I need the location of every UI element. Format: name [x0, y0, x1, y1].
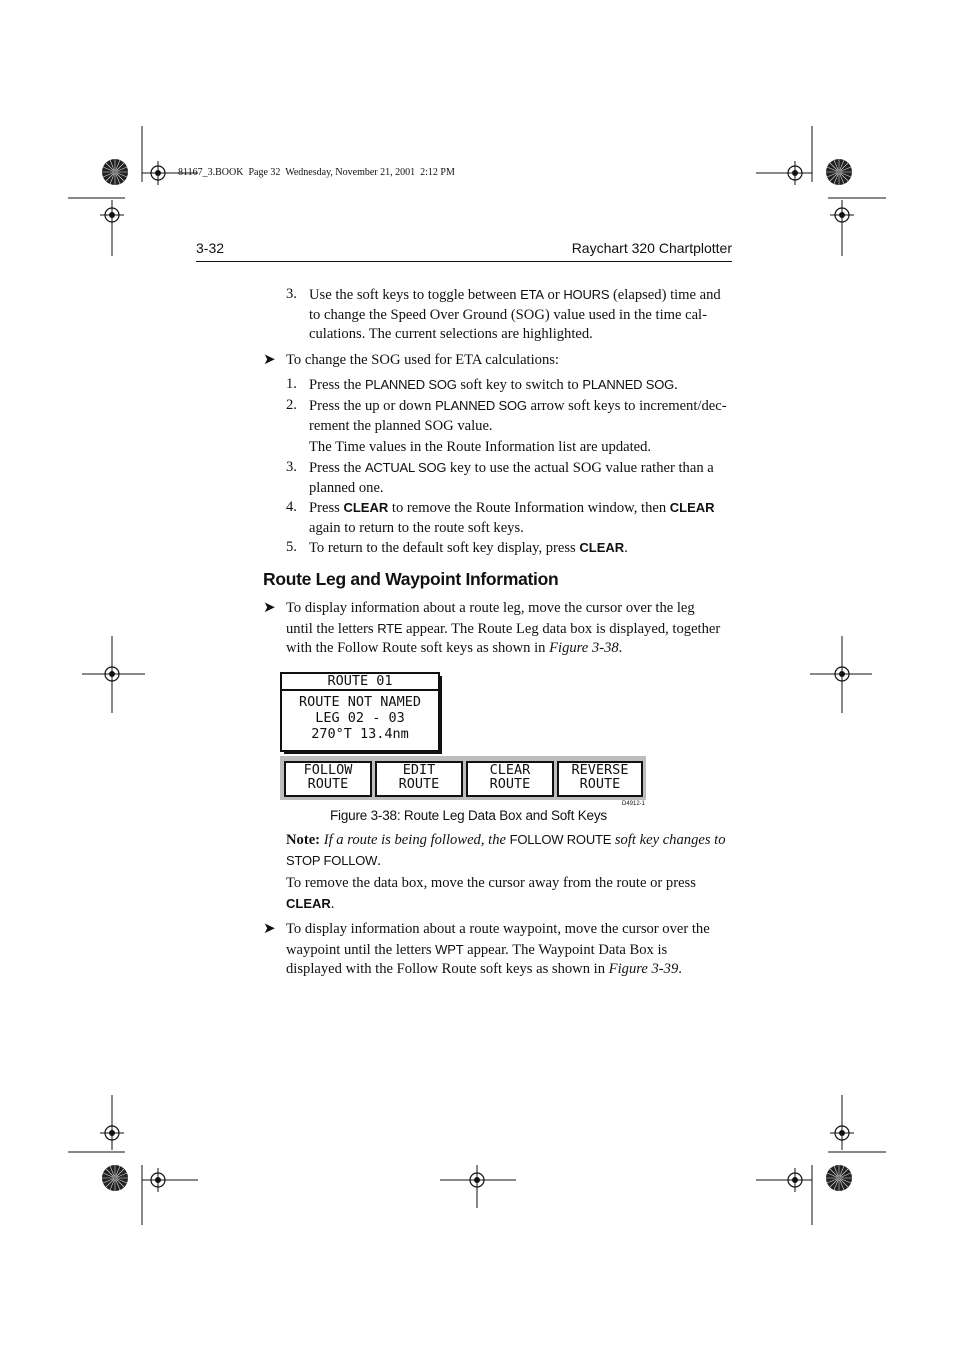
- data-box-shadow: [438, 676, 442, 754]
- note-label: Note:: [286, 832, 321, 848]
- arrow-bullet-icon: ➤: [263, 921, 276, 937]
- list-item: 1. Press the PLANNED SOG soft key to switch to PLANNED SOG.: [286, 376, 678, 393]
- page-number: 3-32: [196, 240, 225, 256]
- bullet-waypoint: ➤ To display information about a route waypoint, move the cursor over the waypoint until the letters WPT appear. The Waypoint Data Box is displayed with the Follow Route soft keys as shown in Figure 3-39.: [263, 921, 710, 977]
- bullet-route-leg: ➤ To display information about a route leg, move the cursor over the leg until the letters RTE appear. The Route Leg data box is displayed, together with the Follow Route soft keys as shown in Figure 3-38.: [263, 600, 721, 656]
- list-item: 2. Press the up or down PLANNED SOG arrow soft keys to increment/dec- rement the planned SOG value. The Time values in the Route Information list are updated.: [286, 397, 727, 455]
- data-box-line: ROUTE NOT NAMED: [299, 694, 421, 710]
- reverse-route-softkey[interactable]: REVERSE ROUTE: [557, 761, 643, 797]
- list-item: 4. Press CLEAR to remove the Route Information window, then CLEAR again to return to the route soft keys.: [286, 499, 715, 536]
- clear-route-softkey[interactable]: CLEAR ROUTE: [466, 761, 554, 797]
- arrow-bullet-icon: ➤: [263, 600, 276, 616]
- section-heading: Route Leg and Waypoint Information: [263, 569, 559, 589]
- item-number: 3.: [286, 286, 297, 302]
- bullet-sog: [263, 351, 733, 371]
- item-text: Use the soft keys to toggle between ETA or HOURS (elapsed) time and to change the Speed Over Ground (SOG) value used in the time cal- culations. The current selections are highlighted.: [309, 287, 721, 342]
- list-item: 5. To return to the default soft key display, press CLEAR.: [286, 539, 628, 556]
- edit-route-softkey[interactable]: EDIT ROUTE: [375, 761, 463, 797]
- data-box-line: LEG 02 - 03: [315, 710, 405, 726]
- list-item: [286, 285, 732, 345]
- arrow-bullet-icon: ➤: [263, 352, 276, 368]
- print-line: 81167_3.BOOK Page 32 Wednesday, November 21, 2001 2:12 PM: [178, 167, 455, 178]
- running-title: Raychart 320 Chartplotter: [571, 240, 732, 256]
- figure-ref-code: D4912-1: [622, 801, 646, 807]
- figure-caption: Figure 3-38: Route Leg Data Box and Soft Keys: [330, 808, 607, 823]
- follow-route-softkey[interactable]: FOLLOW ROUTE: [284, 761, 372, 797]
- data-box-title: ROUTE 01: [282, 674, 438, 691]
- note: Note: If a route is being followed, the FOLLOW ROUTE soft key changes to STOP FOLLOW.: [286, 832, 726, 869]
- header-rule: [196, 261, 732, 262]
- data-box-shadow: [284, 750, 442, 754]
- route-leg-data-box: [280, 672, 440, 752]
- list-item: 3. Press the ACTUAL SOG key to use the actual SOG value rather than a planned one.: [286, 459, 714, 496]
- bullet-text: To change the SOG used for ETA calculations:: [286, 352, 559, 368]
- remove-paragraph: To remove the data box, move the cursor away from the route or press CLEAR.: [286, 875, 696, 912]
- data-box-line: 270°T 13.4nm: [311, 726, 409, 742]
